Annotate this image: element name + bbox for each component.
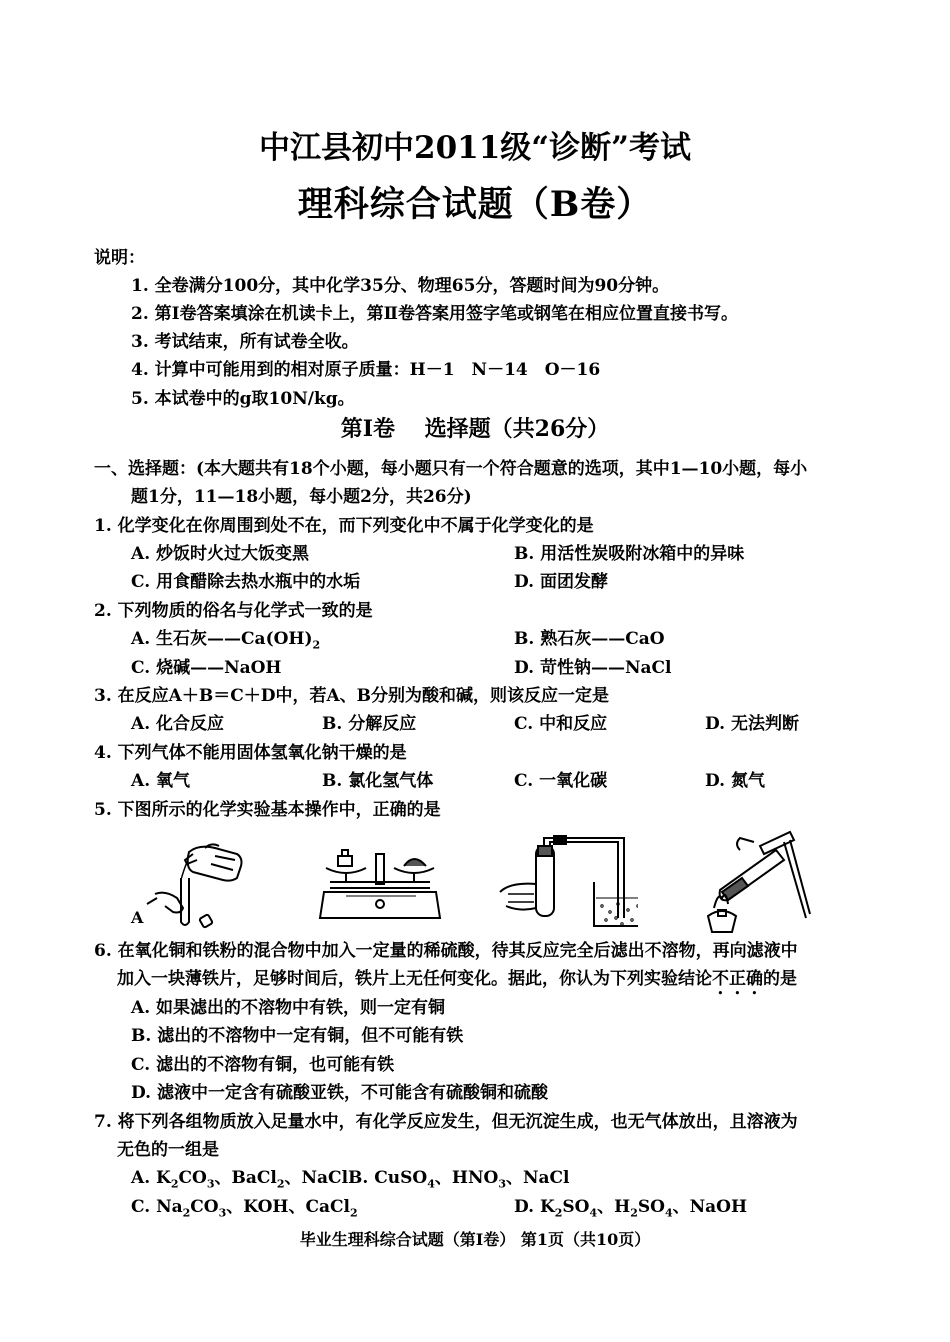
q7-stem: 7. 将下列各组物质放入足量水中，有化学反应发生，但无沉淀生成，也无气体放出，且溶液为 [94, 1112, 798, 1132]
q1-option-d: D. 面团发酵 [514, 572, 608, 592]
q3-option-b: B. 分解反应 [322, 714, 417, 734]
q6-option-c: C. 滤出的不溶物有铜，也可能有铁 [131, 1055, 395, 1075]
q2-option-c: C. 烧碱——NaOH [131, 658, 282, 678]
q5-stem: 5. 下图所示的化学实验基本操作中，正确的是 [94, 800, 441, 820]
page-footer: 毕业生理科综合试题（第Ⅰ卷） 第1页（共10页） [299, 1230, 651, 1249]
q4-option-d: D. 氮气 [705, 771, 765, 791]
q3-option-d: D. 无法判断 [705, 714, 799, 734]
q3-option-c: C. 中和反应 [514, 714, 608, 734]
note-1: 1. 全卷满分100分，其中化学35分、物理65分，答题时间为90分钟。 [131, 276, 670, 296]
q7-option-d: D. $K_2SO_4$、$H_2SO_4$、NaOH [514, 1197, 748, 1220]
q5-figure-balance [316, 848, 446, 928]
notes-label: 说明： [94, 248, 145, 268]
q3-option-a: A. 化合反应 [131, 714, 225, 734]
q1-option-c: C. 用食醋除去热水瓶中的水垢 [131, 572, 361, 592]
q7-option-c: C. $Na_2CO_3$、KOH、CaCl$_2$ [131, 1197, 358, 1220]
exam-subtitle: 理科综合试题（B卷） [297, 184, 653, 225]
q5-figure-pouring-liquid [145, 832, 255, 932]
q5-figure-heating-tube [700, 826, 812, 936]
q2-option-d: D. 苛性钠——NaCl [514, 658, 672, 678]
q2-option-a-subscript: 2 [312, 638, 321, 652]
section-instruction-cont: 题1分，11—18小题，每小题2分，共26分) [131, 487, 472, 507]
note-4: 4. 计算中可能用到的相对原子质量：H－1 N－14 O－16 [131, 360, 601, 380]
q5-figure-label-a: A [131, 908, 144, 927]
q4-stem: 4. 下列气体不能用固体氢氧化钠干燥的是 [94, 743, 407, 763]
q6-stem-cont-end: 的是 [763, 969, 797, 989]
q6-stem: 6. 在氧化铜和铁粉的混合物中加入一定量的稀硫酸，待其反应完全后滤出不溶物，再向滤液中 [94, 941, 798, 961]
q7-option-a-b: A. $K_2CO_3$、BaCl$_2$、NaClB. CuSO$_4$、$HNO_3$、NaCl [131, 1168, 570, 1191]
note-2: 2. 第Ⅰ卷答案填涂在机读卡上，第Ⅱ卷答案用签字笔或钢笔在相应位置直接书写。 [131, 304, 738, 324]
q1-option-b: B. 用活性炭吸附冰箱中的异味 [514, 544, 745, 564]
q7-stem-cont: 无色的一组是 [117, 1140, 219, 1160]
q4-option-b: B. 氯化氢气体 [322, 771, 434, 791]
q2-option-a-text: A. 生石灰——Ca(OH) [131, 629, 313, 649]
q4-option-a: A. 氧气 [131, 771, 191, 791]
note-5: 5. 本试卷中的g取10N/kg。 [131, 389, 355, 409]
section-instruction: 一、选择题：(本大题共有18个小题，每小题只有一个符合题意的选项，其中1—10小题，每小 [94, 459, 808, 479]
q6-stem-cont-text: 加入一块薄铁片，足够时间后，铁片上无任何变化。据此，你认为下列实验结论 [117, 969, 712, 989]
q5-figure-gas-beaker [498, 832, 638, 936]
exam-title: 中江县初中2011级“诊断”考试 [259, 130, 691, 166]
q6-emphasis-not-correct: 不正确 [712, 969, 763, 989]
q6-option-d: D. 滤液中一定含有硫酸亚铁，不可能含有硫酸铜和硫酸 [131, 1083, 548, 1103]
q3-stem: 3. 在反应A＋B＝C＋D中，若A、B分别为酸和碱，则该反应一定是 [94, 686, 610, 706]
q1-stem: 1. 化学变化在你周围到处不在，而下列变化中不属于化学变化的是 [94, 516, 594, 536]
q2-option-b: B. 熟石灰——CaO [514, 629, 665, 649]
section-title: 第Ⅰ卷 选择题（共26分） [340, 416, 610, 442]
q1-option-a: A. 炒饭时火过大饭变黑 [131, 544, 310, 564]
q4-option-c: C. 一氧化碳 [514, 771, 608, 791]
q6-option-a: A. 如果滤出的不溶物中有铁，则一定有铜 [131, 998, 446, 1018]
q2-stem: 2. 下列物质的俗名与化学式一致的是 [94, 601, 373, 621]
note-3: 3. 考试结束，所有试卷全收。 [131, 332, 359, 352]
q6-option-b: B. 滤出的不溶物中一定有铜，但不可能有铁 [131, 1026, 464, 1046]
